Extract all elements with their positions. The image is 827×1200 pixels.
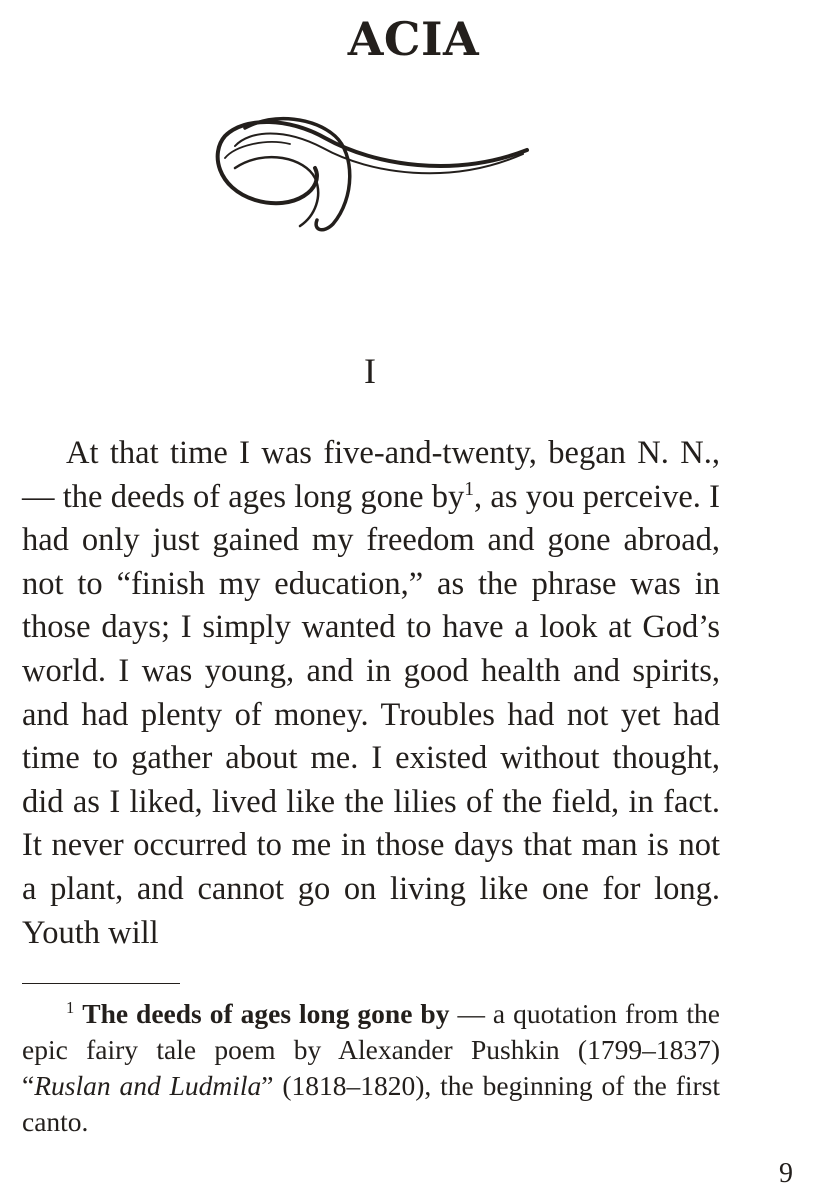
paragraph [22, 432, 720, 955]
footnote-term: The deeds of ages long gone by [82, 998, 450, 1029]
footnote-text-end: ” (1818–1820), the beginning of the first canto. [22, 1070, 721, 1137]
body-text [22, 432, 720, 955]
page-title: ACIA [347, 12, 480, 66]
footnote [22, 996, 720, 1140]
footnote-divider [22, 983, 180, 984]
page-number: 9 [779, 1158, 793, 1189]
footnote-number: 1 [66, 997, 75, 1017]
footnote-marker[interactable]: 1 [464, 478, 475, 500]
paragraph-text-rest: , as you perceive. I had only just gained my freedom and gone abroad, not to “finish my education,” as the phrase was in those days; I simply wanted to have a look at God’s world. I was young, and in good health and spirits, and had plenty of money. Troubles had not yet had time to gather about me. I existed without thought, did as I liked, lived like the lilies of the field, in fact. It never occurred to me in those days that man is not a plant, and cannot go on living like one for long. Youth will [22, 478, 721, 951]
footnote-text-start: — a quotation from the epic fairy tale poem by Alexander Pushkin (1799–1837) “ [22, 998, 721, 1101]
footnote-paragraph [22, 996, 720, 1140]
chapter-number: I [364, 351, 376, 391]
calligraphic-flourish-icon [205, 108, 535, 238]
paragraph-text-start: At that time I was five-and-twenty, began N. N., — the deeds of ages long gone by [22, 435, 720, 515]
footnote-work-title: Ruslan and Ludmila [34, 1070, 262, 1101]
